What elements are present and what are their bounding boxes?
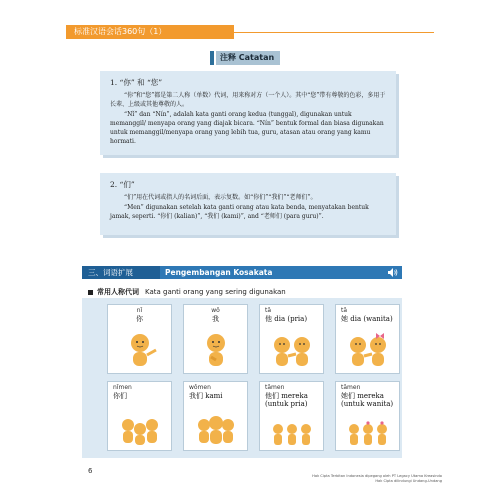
- group-figure-icon: [268, 417, 316, 447]
- two-persons-figure-icon: [268, 330, 316, 370]
- group-figure-icon: [116, 407, 164, 447]
- note-box-1: [100, 71, 396, 155]
- vocab-pinyin: nǐmen: [113, 384, 132, 391]
- header-divider: [234, 32, 434, 33]
- vocab-hanzi: 我: [212, 315, 219, 323]
- note-title-marker: [210, 51, 214, 65]
- group-figure-icon: [344, 417, 392, 447]
- subsection-indonesian: Kata ganti orang yang sering digunakan: [145, 288, 286, 296]
- note-1-indonesian: “Nǐ” dan “Nín”, adalah kata ganti orang kedua (tunggal), digunakan untuk memanggil/ menyapa orang yang diajak bicara. “Nín” bentuk formal dan biasa digunakan untuk memanggil/menyapa orang yang lebih tua, guru, atasan atau orang yang kamu hormati.: [110, 111, 384, 145]
- note-1-chinese: “你”和“您”都是第二人称（单数）代词，用来称对方（一个人）。其中“您”带有尊敬的色彩，多用于长辈、上级或其他尊敬的人。: [110, 92, 386, 108]
- person-figure-icon: [192, 330, 240, 370]
- vocab-hanzi: 他们: [265, 392, 279, 400]
- vocab-meaning: dia (wanita): [350, 315, 393, 323]
- note-2-indonesian: “Men” digunakan setelah kata ganti orang atau kata benda, menyatakan bentuk jamak, seperti. “你们 (kalian)”, “我们 (kami)”, and “老师们 (para guru)”.: [110, 204, 369, 220]
- vocab-hanzi-meaning: [336, 315, 399, 323]
- vocab-card-women: [183, 381, 248, 451]
- vocab-hanzi: 你: [136, 315, 143, 323]
- note-2-heading: 2. “们”: [110, 180, 135, 189]
- section-number-label: 三、词语扩展: [82, 266, 160, 279]
- vocab-hanzi: 我们: [189, 392, 203, 400]
- group-figure-icon: [192, 407, 240, 447]
- vocab-meaning: dia (pria): [274, 315, 308, 323]
- vocab-card-nimen: [107, 381, 172, 451]
- vocab-meaning: kami: [205, 392, 223, 400]
- note-section-title: 注释 Catatan: [216, 51, 280, 65]
- copyright-line-1: Hak Cipta Terbitan Indonesia dipegang oleh PT Legacy Utama Kreasindo: [312, 474, 442, 478]
- two-persons-figure-icon: [344, 330, 392, 370]
- note-2-chinese: “们”用在代词或指人的名词后面，表示复数。如“你们”“我们”“老师们”。: [124, 194, 317, 201]
- note-1-heading: 1. “你” 和 “您”: [110, 78, 163, 87]
- person-figure-icon: [116, 330, 164, 370]
- vocab-pinyin: tāmen: [341, 384, 361, 391]
- speaker-icon[interactable]: [388, 268, 398, 277]
- vocab-card-tamen-female: [335, 381, 400, 451]
- vocab-meaning: mereka (untuk pria): [265, 392, 308, 408]
- vocab-pinyin: tāmen: [265, 384, 285, 391]
- vocab-hanzi-meaning: [260, 315, 323, 323]
- copyright-notice: [252, 474, 442, 484]
- section-title: Pengembangan Kosakata: [165, 268, 273, 277]
- vocab-card-ni: [107, 304, 172, 374]
- vocab-card-ta-female: [335, 304, 400, 374]
- vocab-hanzi: 他: [265, 315, 272, 323]
- vocab-hanzi-meaning: [260, 392, 323, 408]
- note-box-2: [100, 173, 396, 235]
- vocab-pinyin: tā: [341, 307, 348, 314]
- vocab-hanzi: 她们: [341, 392, 355, 400]
- vocab-pinyin: nǐ: [136, 307, 143, 314]
- subsection-chinese: 常用人称代词: [97, 288, 139, 296]
- page-number: 6: [88, 467, 93, 475]
- vocab-card-wo: [183, 304, 248, 374]
- vocab-pinyin: tā: [265, 307, 272, 314]
- subsection-heading: [88, 286, 286, 298]
- vocab-meaning: mereka (untuk wanita): [341, 392, 394, 408]
- vocab-pinyin: wǒ: [211, 307, 220, 314]
- vocab-hanzi: 她: [341, 315, 348, 323]
- header-title: 标准汉语会话360句（1）: [74, 27, 167, 36]
- vocab-pinyin: wǒmen: [189, 384, 211, 391]
- vocab-hanzi: 你们: [113, 392, 127, 400]
- copyright-line-2: Hak Cipta dilindungi Undang-Undang: [375, 479, 442, 483]
- vocab-card-tamen-male: [259, 381, 324, 451]
- vocab-hanzi-meaning: [184, 392, 247, 400]
- vocab-card-ta-male: [259, 304, 324, 374]
- square-bullet-icon: [88, 290, 93, 295]
- vocab-hanzi-meaning: [336, 392, 399, 408]
